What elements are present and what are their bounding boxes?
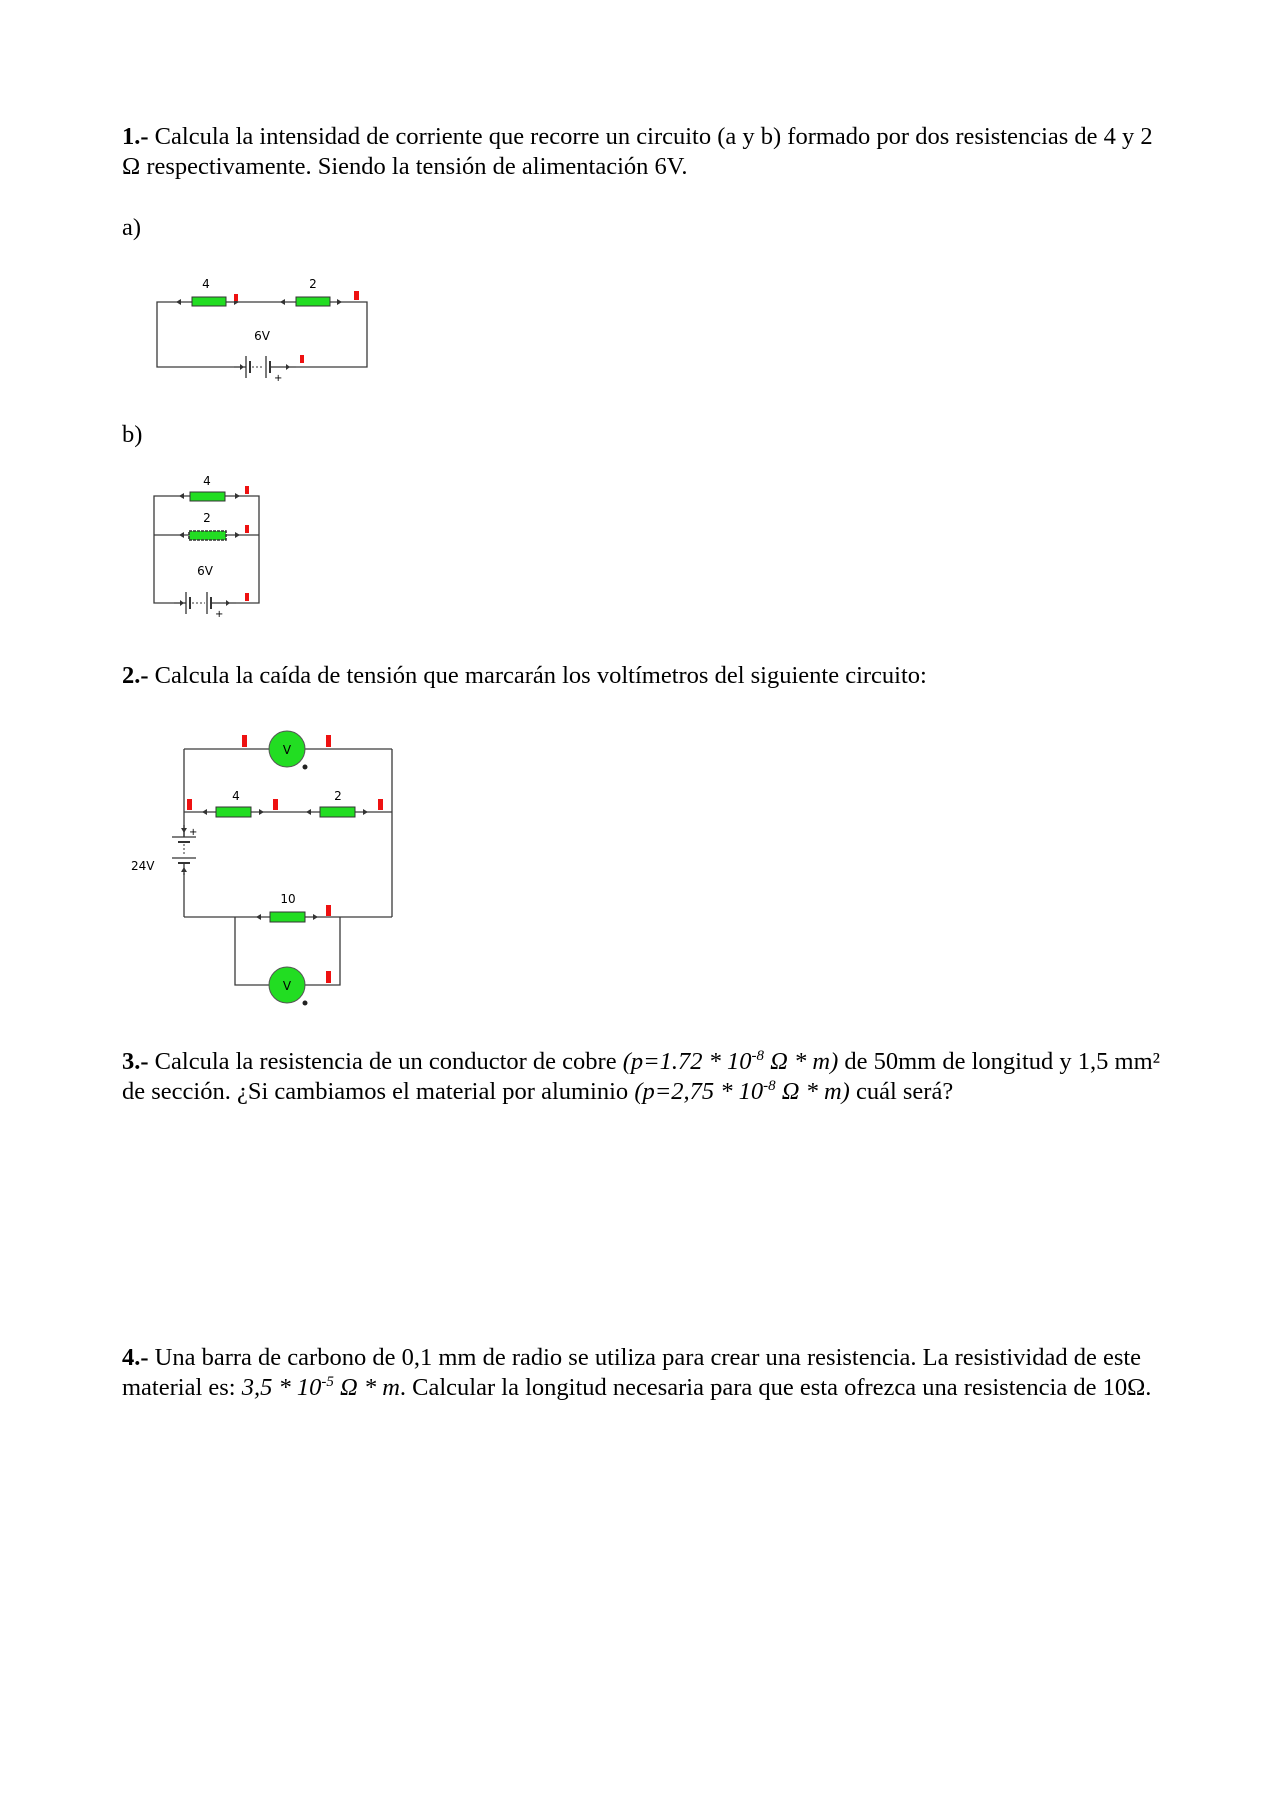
circuit-2-label-r3: 10 bbox=[280, 892, 296, 906]
circuit-2-voltmeter-1-label: V bbox=[282, 743, 292, 757]
carbon-resistivity-unit: Ω * m bbox=[333, 1374, 400, 1401]
aluminum-resistivity-exponent: -8 bbox=[763, 1078, 776, 1094]
circuit-b-plus-sign: + bbox=[215, 609, 224, 620]
circuit-b-label-r2: 2 bbox=[203, 511, 211, 525]
question-1 bbox=[122, 122, 1167, 182]
circuit-2-resistor-10 bbox=[270, 912, 305, 922]
circuit-b-resistor-4 bbox=[190, 492, 225, 501]
circuit-b-terminal-3 bbox=[245, 593, 249, 601]
circuit-2-plus-sign: + bbox=[189, 827, 198, 838]
circuit-b-arrow-3 bbox=[179, 532, 184, 538]
circuit-2-voltmeter-2-label: V bbox=[282, 979, 292, 993]
circuit-2-arrow-5 bbox=[256, 914, 261, 920]
circuit-b-arrow-1 bbox=[179, 493, 184, 499]
circuit-2-terminal-4 bbox=[273, 799, 278, 810]
circuit-2-terminal-5 bbox=[378, 799, 383, 810]
aluminum-resistivity-formula bbox=[634, 1078, 850, 1105]
circuit-b-terminal-1 bbox=[245, 486, 249, 494]
question-3-text-3: cuál será? bbox=[849, 1078, 954, 1105]
circuit-b-resistor-2 bbox=[189, 531, 226, 540]
circuit-b-terminal-2 bbox=[245, 525, 249, 533]
circuit-a-terminal-3 bbox=[300, 355, 304, 363]
circuit-a-arrow-1 bbox=[176, 299, 181, 305]
circuit-2-resistor-4 bbox=[216, 807, 251, 817]
circuit-2-label-r1: 4 bbox=[232, 789, 240, 803]
circuit-b-battery bbox=[174, 592, 236, 620]
circuit-b-label-source: 6V bbox=[197, 564, 213, 578]
circuit-2-terminal-2 bbox=[326, 735, 331, 747]
circuit-b-arrow-2 bbox=[235, 493, 240, 499]
circuit-a-terminal-1 bbox=[234, 294, 238, 301]
circuit-a-terminal-2 bbox=[354, 291, 359, 300]
question-4-text-1: Una barra de carbono de 0,1 mm de radio se utiliza para crear una resistencia. La resistividad de este material es: bbox=[122, 1344, 1142, 1401]
question-2-number: 2.- bbox=[122, 662, 149, 689]
circuit-a-diagram bbox=[150, 270, 375, 395]
question-3 bbox=[122, 1047, 1167, 1107]
question-3-text-2: de 50mm de longitud y 1,5 mm² de sección. ¿Si cambiamos el material por aluminio bbox=[122, 1048, 1160, 1105]
circuit-a-label-r2: 2 bbox=[309, 277, 317, 291]
circuit-2-label-r2: 2 bbox=[334, 789, 342, 803]
circuit-2-arrow-4 bbox=[363, 809, 368, 815]
circuit-a-arrow-3 bbox=[280, 299, 285, 305]
circuit-2-terminal-7 bbox=[326, 971, 331, 983]
copper-resistivity-unit: Ω * m) bbox=[764, 1048, 839, 1075]
question-4-number: 4.- bbox=[122, 1344, 149, 1371]
carbon-resistivity-exponent: -5 bbox=[321, 1374, 334, 1390]
question-3-number: 3.- bbox=[122, 1048, 149, 1075]
copper-resistivity-exponent: -8 bbox=[751, 1048, 765, 1064]
question-1-text: Calcula la intensidad de corriente que recorre un circuito (a y b) formado por dos resistencias de 4 y 2 Ω respectivamente. Siendo la tensión de alimentación 6V. bbox=[122, 123, 1153, 180]
question-2-text: Calcula la caída de tensión que marcarán los voltímetros del siguiente circuito: bbox=[154, 662, 927, 689]
aluminum-resistivity-unit: Ω * m) bbox=[775, 1078, 850, 1105]
circuit-2-arrow-1 bbox=[202, 809, 207, 815]
circuit-a-label-r1: 4 bbox=[202, 277, 210, 291]
circuit-a-resistor-4 bbox=[192, 297, 226, 306]
circuit-2-arrow-6 bbox=[313, 914, 318, 920]
circuit-a-resistor-2 bbox=[296, 297, 330, 306]
circuit-2-terminal-1 bbox=[242, 735, 247, 747]
circuit-2-battery bbox=[172, 825, 197, 875]
circuit-2-voltmeter-1-dot bbox=[303, 765, 308, 770]
circuit-2-label-source: 24V bbox=[131, 859, 155, 873]
circuit-b-arrow-4 bbox=[235, 532, 240, 538]
question-1-number: 1.- bbox=[122, 123, 149, 150]
sub-label-a: a) bbox=[122, 214, 142, 241]
question-2 bbox=[122, 661, 1167, 691]
circuit-a-battery bbox=[234, 356, 296, 384]
copper-resistivity-base: (p=1.72 * 10 bbox=[622, 1048, 752, 1075]
carbon-resistivity-base: 3,5 * 10 bbox=[241, 1374, 322, 1401]
circuit-a-arrow-4 bbox=[337, 299, 342, 305]
circuit-2-diagram bbox=[128, 725, 398, 1005]
sub-label-b: b) bbox=[122, 421, 143, 448]
circuit-2-terminal-3 bbox=[187, 799, 192, 810]
circuit-2-resistor-2 bbox=[320, 807, 355, 817]
circuit-2-voltmeter-2-dot bbox=[303, 1001, 308, 1006]
question-3-text-1: Calcula la resistencia de un conductor de cobre bbox=[154, 1048, 623, 1075]
aluminum-resistivity-base: (p=2,75 * 10 bbox=[634, 1078, 764, 1105]
circuit-2-arrow-2 bbox=[259, 809, 264, 815]
circuit-b-label-r1: 4 bbox=[203, 474, 211, 488]
question-4 bbox=[122, 1343, 1167, 1403]
circuit-2-arrow-3 bbox=[306, 809, 311, 815]
circuit-a-plus-sign: + bbox=[274, 373, 283, 384]
question-4-text-2: . Calcular la longitud necesaria para que esta ofrezca una resistencia de 10Ω. bbox=[399, 1374, 1152, 1401]
circuit-2-terminal-6 bbox=[326, 905, 331, 916]
copper-resistivity-formula bbox=[623, 1048, 839, 1075]
circuit-a-label-source: 6V bbox=[254, 329, 270, 343]
circuit-b-diagram bbox=[150, 467, 265, 620]
carbon-resistivity-formula bbox=[242, 1374, 400, 1401]
